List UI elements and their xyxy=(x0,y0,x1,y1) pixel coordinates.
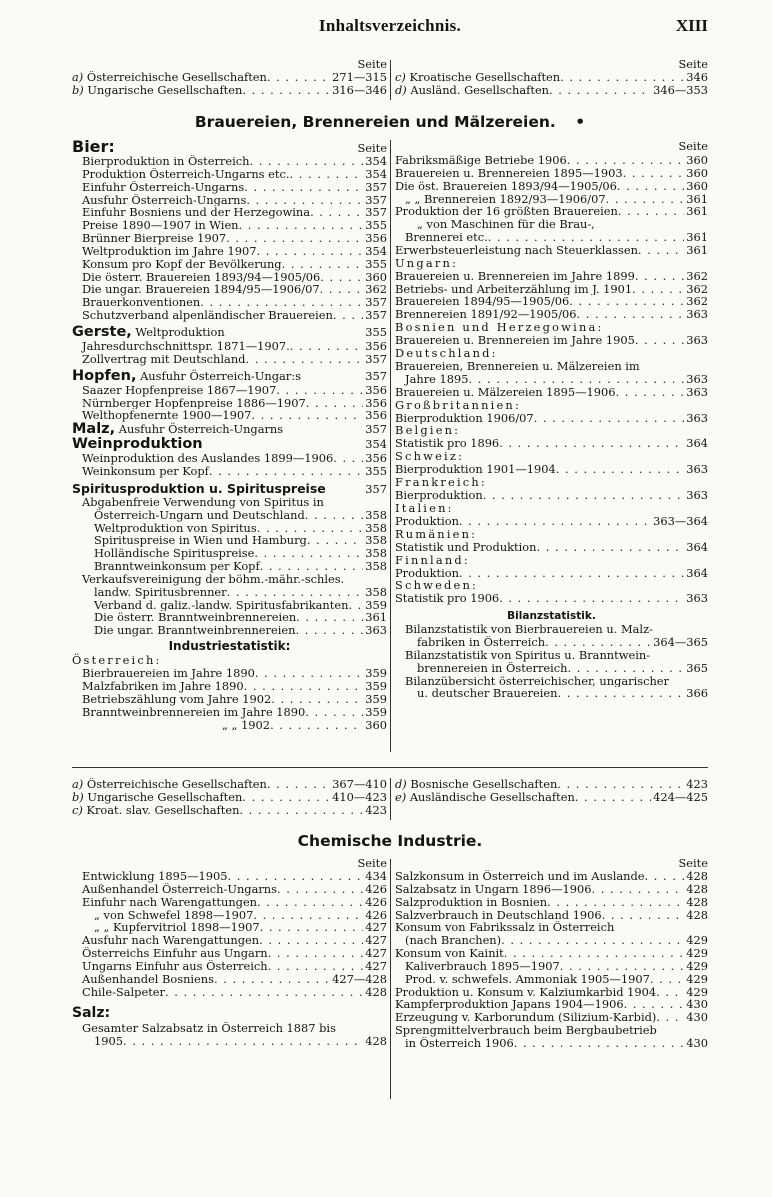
list-item: Bilanzstatistik von Spiritus u. Branntwein- xyxy=(405,648,651,662)
category-spiritus: Spiritusproduktion u. Spirituspreise 357 xyxy=(72,480,387,496)
list-item: Statistik und Produktion . . . 364 xyxy=(395,541,708,554)
column-divider xyxy=(390,60,391,100)
list-item: Brennereien 1891/92—1905/06 . . . 363 xyxy=(395,308,708,321)
list-item: Weltproduktion von Spiritus . . . 358 xyxy=(72,522,387,535)
list-item: Nürnberger Hopfenpreise 1886—1907 . . . 356 xyxy=(72,397,387,410)
list-item: Produktion Österreich-Ungarns etc. . . . 354 xyxy=(72,168,387,181)
list-item: Brauereien u. Brennereien 1895—1903 . . . 360 xyxy=(395,167,708,180)
brewing-section xyxy=(72,138,708,756)
list-item-continued: Brennerei etc. . . . 361 xyxy=(395,231,708,244)
country-label: Frankreich: xyxy=(395,475,487,490)
list-item-continued: fabriken in Österreich . . . 364—365 xyxy=(395,636,708,649)
column-divider xyxy=(390,859,391,1099)
list-item-continued: 1905 . . . 428 xyxy=(72,1035,387,1048)
category-bier: Bier: Seite xyxy=(72,137,387,156)
list-item: Produktion der 16 größten Brauereien . . . 361 xyxy=(395,205,708,218)
column-divider xyxy=(390,778,391,820)
list-item: Salzabsatz in Ungarn 1896—1906 . . . 428 xyxy=(395,883,708,896)
list-item: „ von Maschinen für die Brau-, xyxy=(417,218,595,232)
bullet-mark: • xyxy=(575,113,586,131)
list-item: Brauereien, Brennereien u. Mälzereien im xyxy=(395,359,640,373)
list-item: „ „ Brennereien 1892/93—1906/07 . . . 361 xyxy=(395,193,708,206)
list-item: Konsum von Fabrikssalz in Österreich xyxy=(395,921,615,935)
brewing-right-column xyxy=(395,138,708,700)
list-item: Sprengmittelverbrauch beim Bergbaubetrieb xyxy=(395,1024,657,1037)
category-gerste: Gerste, Weltproduktion 355 xyxy=(72,323,387,340)
category-hopfen: Hopfen, Ausfuhr Österreich-Ungar:s 357 xyxy=(72,367,387,384)
list-item: Salzkonsum in Österreich und im Auslande . . . 428 xyxy=(395,870,708,883)
list-item: Betriebs- und Arbeiterzählung im J. 1901 . . . 362 xyxy=(395,283,708,296)
page-title: Inhaltsverzeichnis. xyxy=(318,16,462,35)
list-item: Die öst. Brauereien 1893/94—1905/06 . . . 360 xyxy=(395,180,708,193)
list-item-continued: Österreich-Ungarn und Deutschland . . . 358 xyxy=(72,509,387,522)
list-item: d) Ausländ. Gesellschaften . . . 346—353 xyxy=(395,84,708,97)
list-item: Produktion . . . 363—364 xyxy=(395,515,708,528)
list-item: Malzfabriken im Jahre 1890 . . . 359 xyxy=(72,680,387,693)
column-divider xyxy=(390,140,391,752)
brewing-heading-block xyxy=(72,111,708,133)
list-item: Brauerkonventionen . . . 357 xyxy=(72,296,387,309)
list-item: Weinkonsum per Kopf . . . 355 xyxy=(72,465,387,478)
list-item: Salzverbrauch in Deutschland 1906 . . . 428 xyxy=(395,909,708,922)
list-item: Die österr. Brauereien 1893/94—1905/06 . . . 360 xyxy=(72,271,387,284)
list-item: Prod. v. schwefels. Ammoniak 1905—1907 . . . 429 xyxy=(395,973,708,986)
list-item: Branntweinkonsum per Kopf . . . 358 xyxy=(72,560,387,573)
list-item-continued: u. deutscher Brauereien . . . 366 xyxy=(395,687,708,700)
list-item: Verband d. galiz.-landw. Spiritusfabrikanten . . . 359 xyxy=(72,599,387,612)
chemical-left-column xyxy=(72,857,387,1048)
list-item: Verkaufsvereinigung der böhm.-mähr.-schles. xyxy=(82,572,345,586)
country-label: Großbritannien: xyxy=(395,397,521,412)
country-label: Schweiz: xyxy=(395,449,465,464)
subheading-bilanzstatistik: Bilanzstatistik. xyxy=(507,610,596,623)
country-label: Deutschland: xyxy=(395,345,498,360)
seite-label: Seite xyxy=(678,856,708,870)
category-salz: Salz: xyxy=(72,1005,111,1022)
list-item: Betriebszählung vom Jahre 1902 . . . 359 xyxy=(72,693,387,706)
country-label: Finnland: xyxy=(395,552,470,567)
list-item: Konsum pro Kopf der Bevölkerung . . . 355 xyxy=(72,258,387,271)
list-item: Produktion u. Konsum v. Kalziumkarbid 1904 . . . 429 xyxy=(395,986,708,999)
list-item: Brauereien u. Brennereien im Jahre 1899 . . . 362 xyxy=(395,270,708,283)
list-item: Fabriksmäßige Betriebe 1906 . . . 360 xyxy=(395,154,708,167)
list-item: Bierproduktion in Österreich . . . 354 xyxy=(72,155,387,168)
seite-label: Seite xyxy=(678,57,708,71)
list-item: Die ungar. Brauereien 1894/95—1906/07 . . . 362 xyxy=(72,283,387,296)
list-item: Zollvertrag mit Deutschland . . . 357 xyxy=(72,353,387,366)
list-item: Konsum von Kainit . . . 429 xyxy=(395,947,708,960)
list-item: Bierproduktion 1901—1904 . . . 363 xyxy=(395,463,708,476)
list-item: a) Österreichische Gesellschaften . . . 367—410 xyxy=(72,778,387,791)
list-item: Statistik pro 1906 . . . 363 xyxy=(395,592,708,605)
country-label: Schweden: xyxy=(395,578,479,593)
country-label: Belgien: xyxy=(395,423,461,438)
list-item: Österreichs Einfuhr aus Ungarn . . . 427 xyxy=(72,947,387,960)
page-number: XIII xyxy=(675,16,708,35)
list-item: Bilanzstatistik von Bierbrauereien u. Malz- xyxy=(405,623,653,637)
country-label: Österreich: xyxy=(72,653,162,668)
list-item: Erzeugung v. Karborundum (Silizium-Karbid) . . . 430 xyxy=(395,1011,708,1024)
list-item-continued: brennereien in Österreich . . . 365 xyxy=(395,662,708,675)
chemical-right-column xyxy=(395,857,708,1050)
list-item: Brauereien u. Mälzereien 1895—1906 . . . 363 xyxy=(395,386,708,399)
list-item: Welthopfenernte 1900—1907 . . . 356 xyxy=(72,409,387,422)
list-item: Die ungar. Branntweinbrennereien . . . 363 xyxy=(72,624,387,637)
list-item: Jahresdurchschnittspr. 1871—1907. . . . 356 xyxy=(72,340,387,353)
list-item: „ von Schwefel 1898—1907 . . . 426 xyxy=(72,909,387,922)
list-item: „ „ Kupfervitriol 1898—1907 . . . 427 xyxy=(72,921,387,934)
list-item: Abgabenfreie Verwendung von Spiritus in xyxy=(82,495,324,509)
horizontal-rule xyxy=(72,767,708,768)
mid-right-column xyxy=(395,778,708,804)
list-item: Die österr. Branntweinbrennereien . . . 361 xyxy=(72,611,387,624)
list-item: Weltproduktion im Jahre 1907 . . . 354 xyxy=(72,245,387,258)
list-item: Brauereien u. Brennereien im Jahre 1905 . . . 363 xyxy=(395,334,708,347)
list-item: Ausfuhr nach Warengattungen . . . 427 xyxy=(72,934,387,947)
page-header xyxy=(72,16,708,40)
list-item-continued: Jahre 1895 . . . 363 xyxy=(395,373,708,386)
list-item: Ungarns Einfuhr aus Österreich . . . 427 xyxy=(72,960,387,973)
top-section xyxy=(72,58,708,100)
top-left-column xyxy=(72,58,387,97)
country-label: Rumänien: xyxy=(395,526,478,541)
list-item: Außenhandel Österreich-Ungarns . . . 426 xyxy=(72,883,387,896)
chemical-section xyxy=(72,857,708,1107)
list-item: „ „ 1902 . . . 360 xyxy=(72,719,387,732)
seite-label: Seite xyxy=(357,57,387,71)
list-item: Entwicklung 1895—1905 . . . 434 xyxy=(72,870,387,883)
list-item: Preise 1890—1907 in Wien . . . 355 xyxy=(72,219,387,232)
list-item: Kampferproduktion Japans 1904—1906 . . . 430 xyxy=(395,998,708,1011)
country-label: Ungarn: xyxy=(395,255,459,270)
section-heading-chemical: Chemische Industrie. xyxy=(297,832,483,850)
list-item: Chile-Salpeter . . . 428 xyxy=(72,986,387,999)
list-item: c) Kroat. slav. Gesellschaften . . . 423 xyxy=(72,804,387,817)
country-label: Bosnien und Herzegowina: xyxy=(395,320,604,335)
list-item: Salzproduktion in Bosnien . . . 428 xyxy=(395,896,708,909)
chemical-heading-block xyxy=(72,830,708,852)
list-item: Einfuhr nach Warengattungen . . . 426 xyxy=(72,896,387,909)
subheading-industriestatistik: Industriestatistik: xyxy=(168,639,291,654)
list-item: a) Österreichische Gesellschaften . . . 271—315 xyxy=(72,71,387,84)
section-heading-brewing: Brauereien, Brennereien und Mälzereien. • xyxy=(194,113,586,131)
list-item: b) Ungarische Gesellschaften . . . 316—346 xyxy=(72,84,387,97)
top-right-column xyxy=(395,58,708,97)
list-item-continued: landw. Spiritusbrenner . . . 358 xyxy=(72,586,387,599)
category-malz: Malz, Ausfuhr Österreich-Ungarns 357 xyxy=(72,421,387,438)
list-item: Erwerbsteuerleistung nach Steuerklassen . . . 361 xyxy=(395,244,708,257)
seite-label: Seite xyxy=(678,139,708,153)
list-item: Außenhandel Bosniens . . . 427—428 xyxy=(72,973,387,986)
list-item: d) Bosnische Gesellschaften . . . 423 xyxy=(395,778,708,791)
list-item: Holländische Spirituspreise . . . 358 xyxy=(72,547,387,560)
list-item: Gesamter Salzabsatz in Österreich 1887 bis xyxy=(82,1022,336,1036)
list-item: Einfuhr Österreich-Ungarns . . . 357 xyxy=(72,181,387,194)
list-item: Statistik pro 1896 . . . 364 xyxy=(395,437,708,450)
list-item: Brünner Bierpreise 1907 . . . 356 xyxy=(72,232,387,245)
list-item: Kaliverbrauch 1895—1907 . . . 429 xyxy=(395,960,708,973)
mid-left-column xyxy=(72,778,387,817)
list-item-continued: (nach Branchen) . . . 429 xyxy=(395,934,708,947)
mid-section xyxy=(72,778,708,822)
list-item: Saazer Hopfenpreise 1867—1907 . . . 356 xyxy=(72,384,387,397)
list-item: Brauereien 1894/95—1905/06 . . . 362 xyxy=(395,295,708,308)
list-item: Spirituspreise in Wien und Hamburg . . . 358 xyxy=(72,534,387,547)
list-item: Weinproduktion des Auslandes 1899—1906 . . . 356 xyxy=(72,452,387,465)
list-item: Bierproduktion 1906/07 . . . 363 xyxy=(395,412,708,425)
list-item: Einfuhr Bosniens und der Herzegowina . . . 357 xyxy=(72,206,387,219)
list-item: Schutzverband alpenländischer Brauereien . . . 357 xyxy=(72,309,387,322)
list-item: Bierproduktion . . . 363 xyxy=(395,489,708,502)
list-item: Produktion . . . 364 xyxy=(395,567,708,580)
seite-label: Seite xyxy=(357,856,387,870)
list-item: Bierbrauereien im Jahre 1890 . . . 359 xyxy=(72,667,387,680)
list-item: Ausfuhr Österreich-Ungarns . . . 357 xyxy=(72,194,387,207)
list-item: Bilanzübersicht österreichischer, ungarischer xyxy=(405,674,669,688)
list-item: Branntweinbrennereien im Jahre 1890 . . . 359 xyxy=(72,706,387,719)
country-label: Italien: xyxy=(395,500,454,515)
category-wein: Weinproduktion 354 xyxy=(72,436,387,453)
brewing-left-column xyxy=(72,138,387,731)
list-item: e) Ausländische Gesellschaften . . . 424—425 xyxy=(395,791,708,804)
list-item-continued: in Österreich 1906 . . . 430 xyxy=(395,1037,708,1050)
list-item: b) Ungarische Gesellschaften . . . 410—423 xyxy=(72,791,387,804)
list-item: c) Kroatische Gesellschaften . . . 346 xyxy=(395,71,708,84)
